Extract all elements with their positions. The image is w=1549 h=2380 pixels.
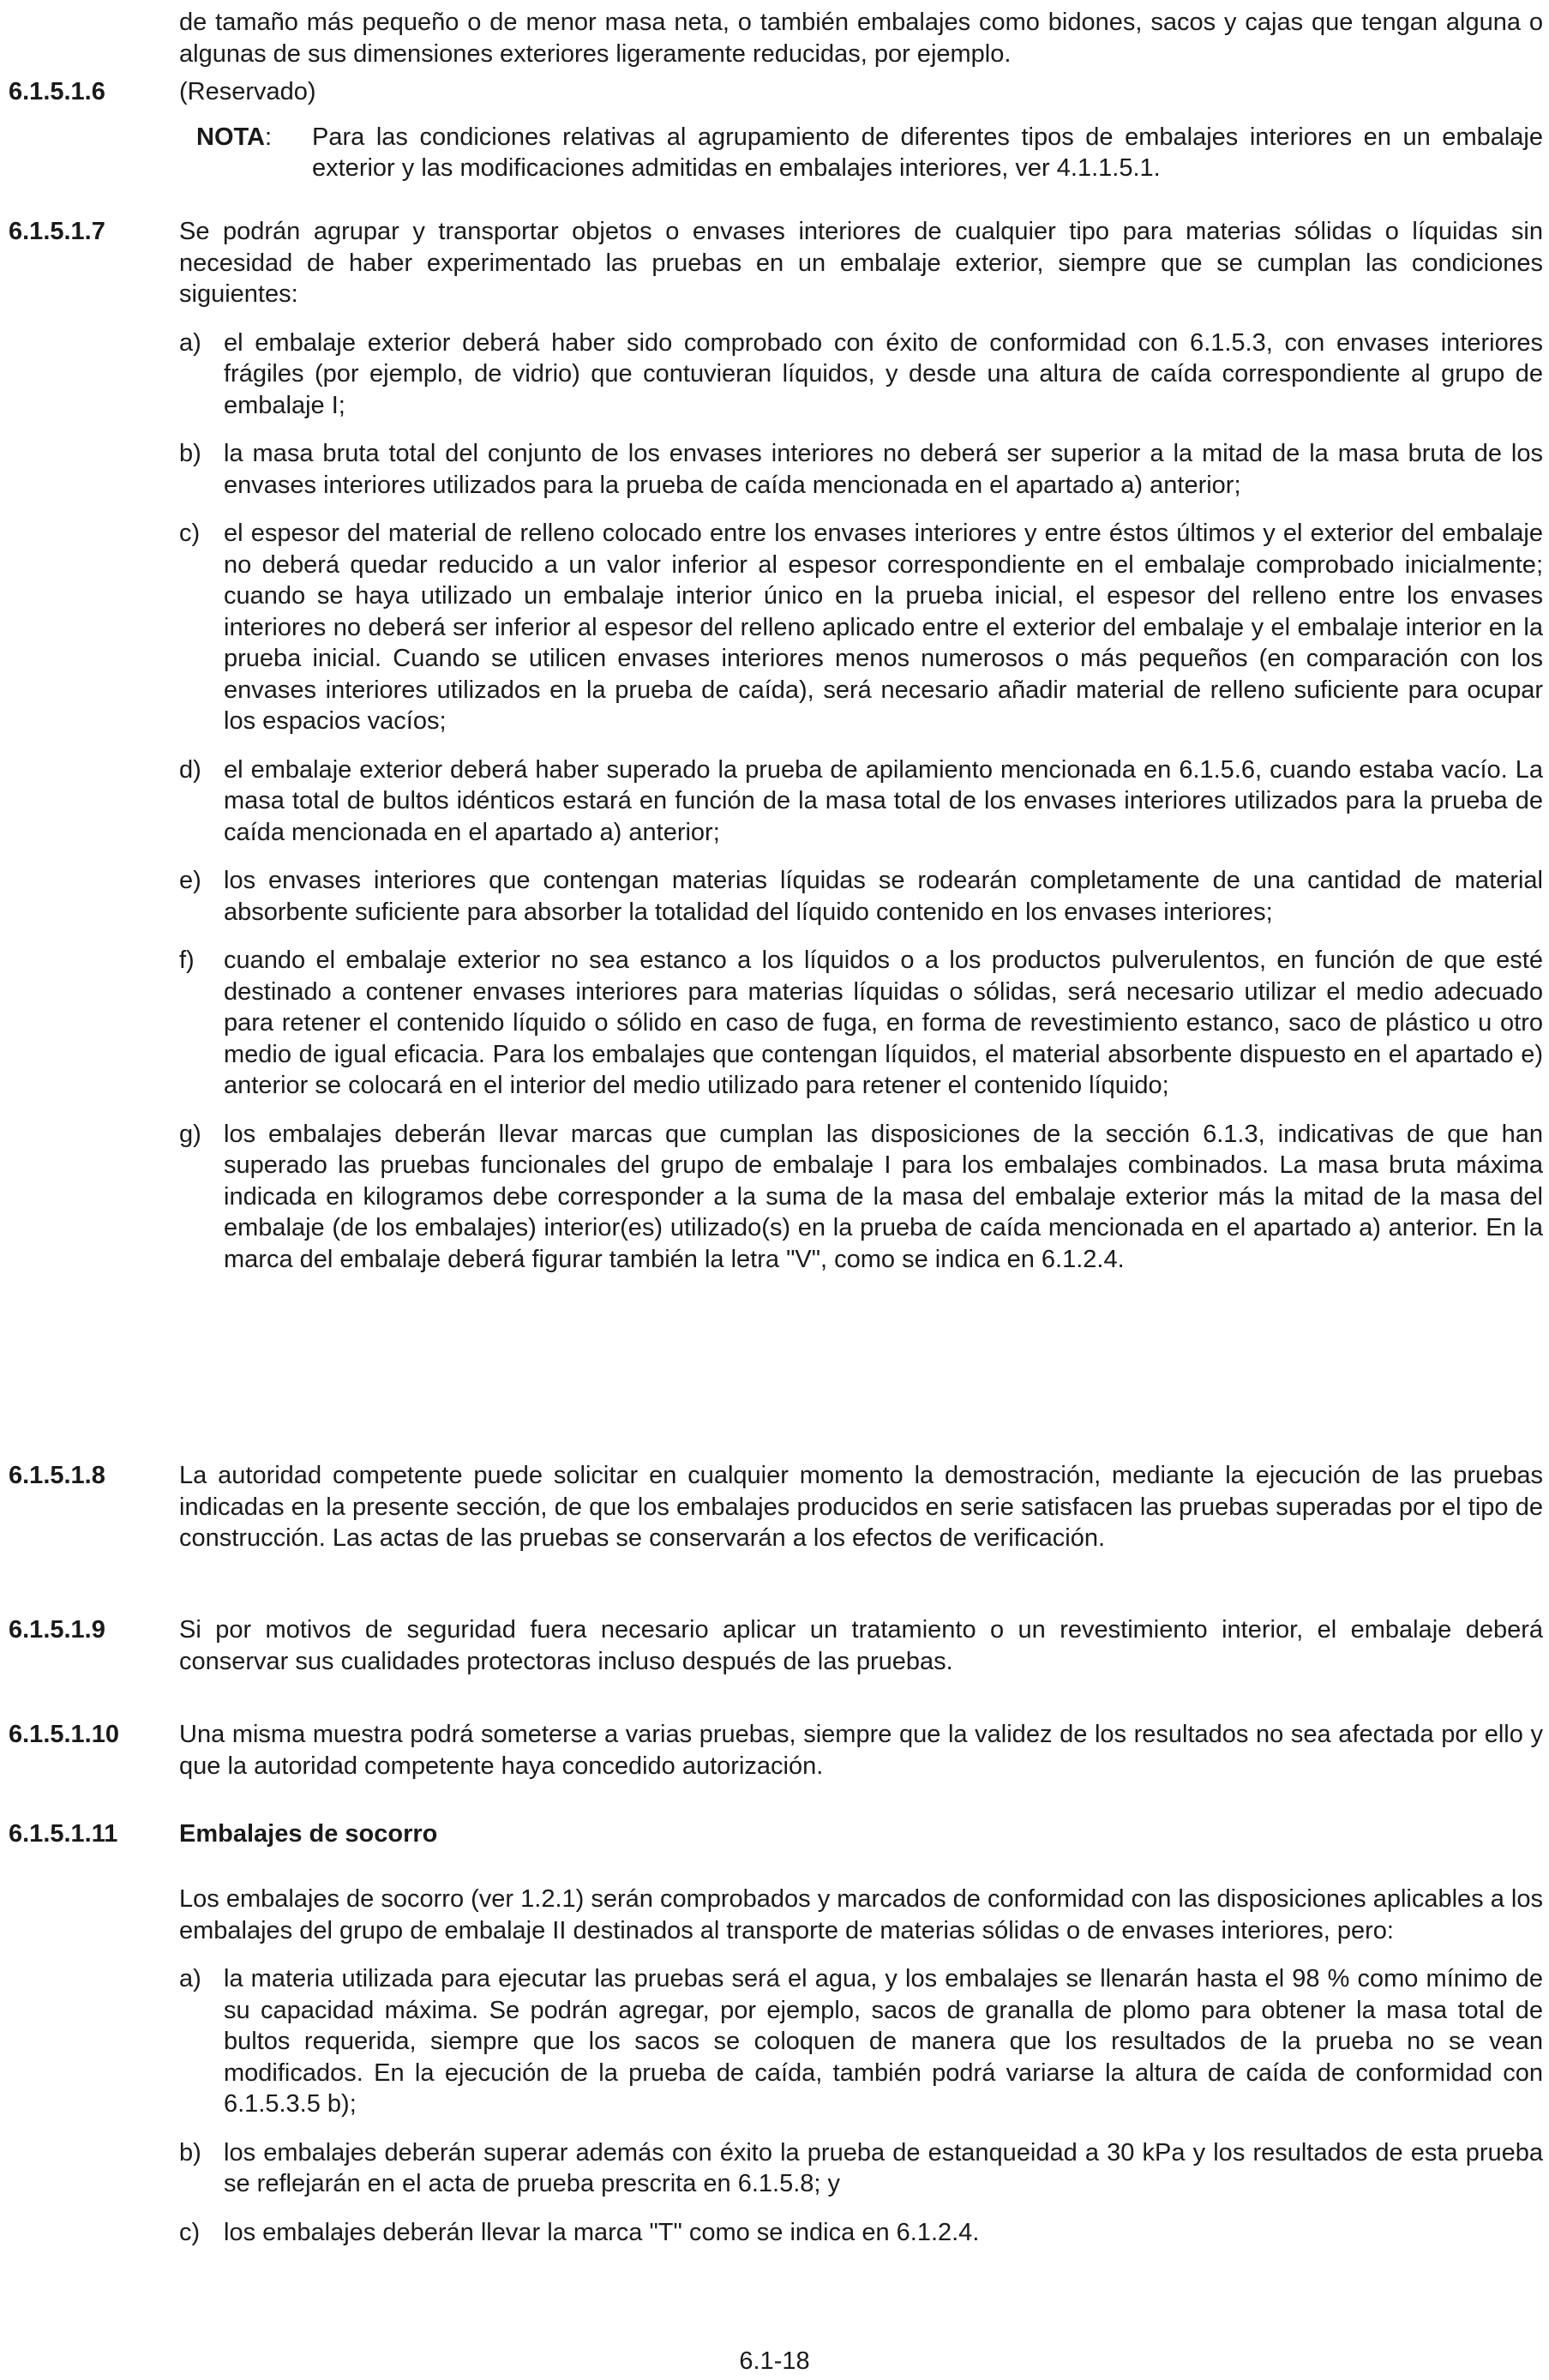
item-text: los embalajes deberán llevar la marca "T" como se indica en 6.1.2.4. bbox=[224, 2218, 980, 2246]
section-number: 6.1.5.1.6 bbox=[9, 78, 105, 105]
item-text: el embalaje exterior deberá haber superado la prueba de apilamiento mencionada en 6.1.5.6, cuando estaba vacío. La masa total de bultos idénticos estará en función de la masa total de los envases interiores utilizados para la prueba de caída mencionada en el apartado a) anterior; bbox=[224, 755, 1543, 846]
note-label: NOTA: bbox=[196, 123, 273, 151]
page-number: 6.1-18 bbox=[739, 2347, 810, 2375]
item-label: c) bbox=[179, 2218, 201, 2246]
list-item bbox=[179, 1963, 1543, 2120]
note-block bbox=[179, 122, 1543, 184]
list-item bbox=[179, 518, 1543, 737]
section-text: Si por motivos de seguridad fuera necesario aplicar un tratamiento o un revestimiento interior, el embalaje deberá conservar sus cualidades protectoras incluso después de las pruebas. bbox=[179, 1616, 1543, 1675]
item-text: la masa bruta total del conjunto de los envases interiores no deberá ser superior a la mitad de la masa bruta de los envases interiores utilizados para la prueba de caída mencionada en el apartado a) anterior; bbox=[224, 440, 1543, 499]
note-text: Para las condiciones relativas al agrupamiento de diferentes tipos de embalajes interiores en un embalaje exterior y las modificaciones admitidas en embalajes interiores, ver 4.1.1.5.1. bbox=[312, 123, 1543, 182]
section-number: 6.1.5.1.10 bbox=[9, 1721, 119, 1748]
item-label: b) bbox=[179, 440, 201, 467]
list-item bbox=[179, 2137, 1543, 2200]
list-item bbox=[179, 754, 1543, 849]
item-label: f) bbox=[179, 947, 195, 974]
item-label: g) bbox=[179, 1120, 201, 1148]
item-text: el espesor del material de relleno colocado entre los envases interiores y entre éstos últimos y el exterior del embalaje no deberá quedar reducido a un valor inferior al espesor correspondiente en el embalaje comprobado inicialmente; cuando se haya utilizado un embalaje interior único en la prueba inicial, el espesor del relleno entre los envases interiores no deberá ser inferior al espesor del relleno aplicado entre el exterior del embalaje y el embalaje interior en la prueba inicial. Cuando se utilicen envases interiores menos numerosos o más pequeños (en comparación con los envases interiores utilizados en la prueba de caída), será necesario añadir material de relleno suficiente para ocupar los espacios vacíos; bbox=[224, 520, 1543, 735]
item-text: cuando el embalaje exterior no sea estanco a los líquidos o a los productos pulverulentos, en función de que esté destinado a contener envases interiores para materias líquidas o sólidas, será necesario utilizar el medio adecuado para retener el contenido líquido o sólido en caso de fuga, en forma de revestimiento estanco, saco de plástico u otro medio de igual eficacia. Para los embalajes que contengan líquidos, el material absorbente dispuesto en el apartado e) anterior se colocará en el interior del medio utilizado para retener el contenido líquido; bbox=[224, 947, 1543, 1099]
item-text: el embalaje exterior deberá haber sido comprobado con éxito de conformidad con 6.1.5.3, con envases interiores frágiles (por ejemplo, de vidrio) que contuvieran líquidos, y desde una altura de caída correspondiente al grupo de embalaje I; bbox=[224, 328, 1543, 419]
section-number: 6.1.5.1.8 bbox=[9, 1462, 105, 1489]
section-intro: Los embalajes de socorro (ver 1.2.1) serán comprobados y marcados de conformidad con las disposiciones aplicables a los embalajes del grupo de embalaje II destinados al transporte de materias sólidas o de envases interiores, pero: bbox=[179, 1885, 1543, 1944]
item-label: c) bbox=[179, 520, 201, 547]
item-label: d) bbox=[179, 755, 201, 784]
section-number: 6.1.5.1.9 bbox=[9, 1616, 105, 1644]
list-item bbox=[179, 328, 1543, 422]
list-item bbox=[179, 438, 1543, 501]
intro-paragraph: de tamaño más pequeño o de menor masa neta, o también embalajes como bidones, sacos y cajas que tengan alguna o algunas de sus dimensiones exteriores ligeramente reducidas, por ejemplo. bbox=[179, 9, 1543, 68]
item-label: b) bbox=[179, 2138, 201, 2167]
section-number: 6.1.5.1.7 bbox=[9, 218, 105, 245]
list-item bbox=[179, 865, 1543, 928]
item-text: los embalajes deberán superar además con éxito la prueba de estanqueidad a 30 kPa y los resultados de esta prueba se reflejarán en el acta de prueba prescrita en 6.1.5.8; y bbox=[224, 2138, 1543, 2197]
section-intro: Se podrán agrupar y transportar objetos o envases interiores de cualquier tipo para materias sólidas o líquidas sin necesidad de haber experimentado las pruebas en un embalaje exterior, siempre que se cumplan las condiciones siguientes: bbox=[179, 218, 1543, 308]
list-item bbox=[179, 1119, 1543, 1276]
item-text: los embalajes deberán llevar marcas que cumplan las disposiciones de la sección 6.1.3, indicativas de que han superado las pruebas funcionales del grupo de embalaje I para los embalajes combinados. La masa bruta máxima indicada en kilogramos debe corresponder a la suma de la masa del embalaje exterior más la mitad de la masa del embalaje (de los embalajes) interior(es) utilizado(s) en la prueba de caída mencionada en el apartado a) anterior. En la marca del embalaje deberá figurar también la letra "V", como se indica en 6.1.2.4. bbox=[224, 1120, 1543, 1273]
section-text: Una misma muestra podrá someterse a varias pruebas, siempre que la validez de los resultados no sea afectada por ello y que la autoridad competente haya concedido autorización. bbox=[179, 1721, 1543, 1780]
item-label: e) bbox=[179, 867, 201, 894]
item-label: a) bbox=[179, 328, 201, 357]
item-text: la materia utilizada para ejecutar las pruebas será el agua, y los embalajes se llenarán hasta el 98 % como mínimo de su capacidad máxima. Se podrán agregar, por ejemplo, sacos de granalla de plomo para obtener la masa total de bultos requerida, siempre que los sacos se coloquen de manera que los resultados de la prueba no se vean modificados. En la ejecución de la prueba de caída, también podrá variarse la altura de caída de conformidad con 6.1.5.3.5 b); bbox=[224, 1965, 1543, 2118]
section-title: Embalajes de socorro bbox=[179, 1820, 438, 1848]
section-number: 6.1.5.1.11 bbox=[9, 1820, 118, 1848]
item-label: a) bbox=[179, 1965, 201, 1992]
list-item bbox=[179, 945, 1543, 1102]
section-text: La autoridad competente puede solicitar en cualquier momento la demostración, mediante la ejecución de las pruebas indicadas en la presente sección, de que los embalajes producidos en serie satisfacen las pruebas superadas por el tipo de construcción. Las actas de las pruebas se conservarán a los efectos de verificación. bbox=[179, 1462, 1543, 1552]
list-item bbox=[179, 2217, 1543, 2249]
reserved-text: (Reservado) bbox=[179, 78, 316, 105]
item-text: los envases interiores que contengan materias líquidas se rodearán completamente de una cantidad de material absorbente suficiente para absorber la totalidad del líquido contenido en los envases interiores; bbox=[224, 867, 1543, 926]
